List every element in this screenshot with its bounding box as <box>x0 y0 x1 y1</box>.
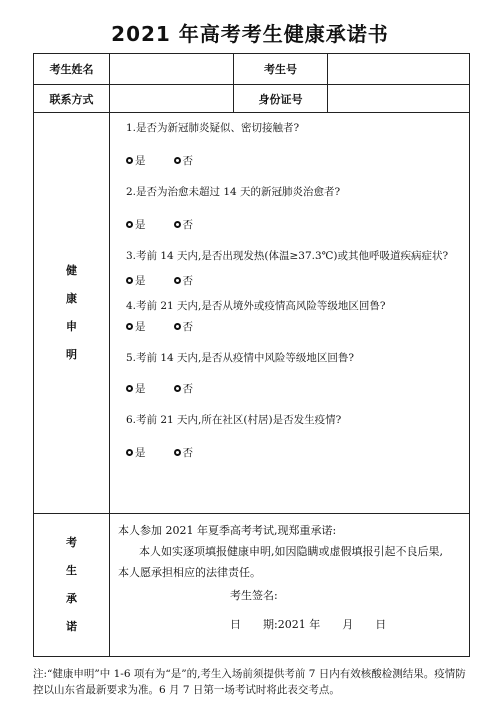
q4-yes-option[interactable]: 是 <box>126 319 146 334</box>
radio-icon <box>126 323 133 330</box>
q1-no-option[interactable]: 否 <box>174 153 194 168</box>
commitment-label: 考 生 承 诺 <box>34 514 110 657</box>
radio-icon <box>126 449 133 456</box>
signature-label: 考生签名: <box>230 589 278 602</box>
health-declaration-label: 健 康 申 明 <box>34 113 110 514</box>
exam-number-label: 考生号 <box>234 54 328 85</box>
question-3: 3.考前 14 天内,是否出现发热(体温≥37.3℃)或其他呼吸道疾病症状? <box>126 250 449 262</box>
radio-icon <box>174 385 181 392</box>
radio-icon <box>174 323 181 330</box>
question-6-options <box>126 442 463 462</box>
q1-yes-option[interactable]: 是 <box>126 153 146 168</box>
commitment-line-1: 本人参加 2021 年夏季高考考试,现郑重承诺: <box>118 524 337 537</box>
exam-number-field[interactable] <box>328 54 470 85</box>
radio-icon <box>126 157 133 164</box>
radio-icon <box>126 221 133 228</box>
contact-field[interactable] <box>110 85 234 113</box>
q2-no-option[interactable]: 否 <box>174 217 194 232</box>
q5-yes-option[interactable]: 是 <box>126 381 146 396</box>
q3-no-option[interactable]: 否 <box>174 273 194 288</box>
question-5: 5.考前 14 天内,是否从疫情中风险等级地区回鲁? <box>126 352 355 364</box>
radio-icon <box>174 157 181 164</box>
q4-no-option[interactable]: 否 <box>174 319 194 334</box>
contact-label: 联系方式 <box>34 85 110 113</box>
footnote: 注:“健康申明”中 1-6 项有为“是”的,考生入场前须提供考前 7 日内有效核酸检测结果。疫情防控以山东省最新要求为准。6 月 7 日第一场考试时将此表交考点。 <box>33 668 466 696</box>
radio-icon <box>174 277 181 284</box>
q6-no-option[interactable]: 否 <box>174 445 194 460</box>
name-label: 考生姓名 <box>34 54 110 85</box>
q5-no-option[interactable]: 否 <box>174 381 194 396</box>
q3-yes-option[interactable]: 是 <box>126 273 146 288</box>
radio-icon <box>126 385 133 392</box>
radio-icon <box>174 221 181 228</box>
health-questions <box>110 113 470 514</box>
question-5-options <box>126 378 463 398</box>
question-3-options <box>126 270 463 290</box>
question-1: 1.是否为新冠肺炎疑似、密切接触者? <box>126 122 300 134</box>
id-number-label: 身份证号 <box>234 85 328 113</box>
id-number-field[interactable] <box>328 85 470 113</box>
question-1-options <box>126 150 463 170</box>
date-label: 日 期:2021 年 月 日 <box>230 618 387 631</box>
commitment-line-3: 本人愿承担相应的法律责任。 <box>118 566 261 579</box>
question-2: 2.是否为治愈未超过 14 天的新冠肺炎治愈者? <box>126 186 341 198</box>
name-field[interactable] <box>110 54 234 85</box>
q2-yes-option[interactable]: 是 <box>126 217 146 232</box>
page-title: 2021 年高考考生健康承诺书 <box>111 22 389 46</box>
radio-icon <box>174 449 181 456</box>
question-4-options <box>126 316 463 336</box>
question-6: 6.考前 21 天内,所在社区(村居)是否发生疫情? <box>126 414 342 426</box>
question-2-options <box>126 214 463 234</box>
question-4: 4.考前 21 天内,是否从境外或疫情高风险等级地区回鲁? <box>126 300 386 312</box>
commitment-form <box>33 53 470 657</box>
commitment-text <box>110 514 470 657</box>
radio-icon <box>126 277 133 284</box>
q6-yes-option[interactable]: 是 <box>126 445 146 460</box>
commitment-line-2: 本人如实逐项填报健康申明,如因隐瞒或虚假填报引起不良后果, <box>139 545 443 558</box>
